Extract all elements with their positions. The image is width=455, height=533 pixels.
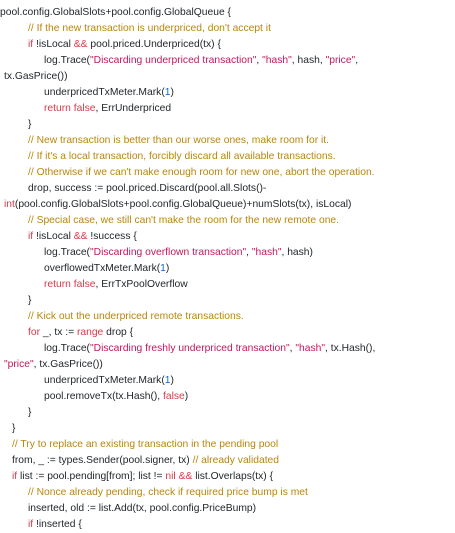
code-token: int bbox=[4, 199, 15, 210]
code-line bbox=[44, 389, 188, 405]
code-token: !isLocal bbox=[33, 231, 74, 242]
code-line bbox=[28, 213, 339, 229]
code-token: !inserted { bbox=[33, 519, 82, 530]
code-token: , tx.GasPrice()) bbox=[33, 359, 103, 370]
code-token: } bbox=[12, 423, 16, 434]
code-line bbox=[4, 197, 351, 213]
code-token: ) bbox=[165, 263, 170, 274]
code-token: // If it's a local transaction, forcibly discard all available transactions. bbox=[28, 151, 336, 162]
code-token: log.Trace( bbox=[44, 247, 90, 258]
code-token: "Discarding underpriced transaction" bbox=[89, 55, 257, 66]
code-token: return bbox=[44, 279, 71, 290]
code-line bbox=[28, 21, 271, 37]
code-token: "hash" bbox=[251, 247, 282, 258]
code-line bbox=[28, 181, 266, 197]
code-line bbox=[28, 133, 329, 149]
code-token: , ErrTxPoolOverflow bbox=[95, 279, 188, 290]
code-token: , bbox=[289, 343, 296, 354]
code-token: // Kick out the underpriced remote transactions. bbox=[28, 311, 244, 322]
code-token: "price" bbox=[325, 55, 356, 66]
code-token: } bbox=[28, 295, 32, 306]
code-token: // If the new transaction is underpriced, don't accept it bbox=[28, 23, 271, 34]
code-token: return bbox=[44, 103, 71, 114]
code-line bbox=[44, 341, 375, 357]
code-token: if bbox=[28, 39, 34, 50]
code-token: , bbox=[355, 55, 359, 66]
code-token: // Nonce already pending, check if required price bump is met bbox=[28, 487, 308, 498]
code-token: false bbox=[163, 391, 185, 402]
code-token: pool.config.GlobalSlots+pool.config.GlobalQueue { bbox=[0, 7, 231, 18]
code-line bbox=[44, 373, 174, 389]
code-token: ) bbox=[170, 87, 174, 98]
code-token: from, _ := types.Sender(pool.signer, tx) bbox=[12, 455, 193, 466]
code-line bbox=[44, 101, 171, 117]
code-token: // New transaction is better than our worse ones, make room for it. bbox=[28, 135, 330, 146]
code-token: && bbox=[73, 39, 88, 50]
code-token: // already validated bbox=[192, 455, 280, 466]
code-line bbox=[4, 357, 103, 373]
code-line bbox=[12, 453, 279, 469]
code-token: // Try to replace an existing transaction in the pending pool bbox=[12, 439, 279, 450]
code-token: "Discarding overflown transaction" bbox=[89, 247, 247, 258]
code-token: range bbox=[76, 327, 104, 338]
code-token: drop, success := pool.priced.Discard(pool.all.Slots()- bbox=[28, 183, 267, 194]
code-token: !isLocal bbox=[33, 39, 74, 50]
code-line bbox=[28, 165, 375, 181]
code-line bbox=[28, 117, 31, 133]
code-token: list := pool.pending[from]; list != bbox=[17, 471, 166, 482]
code-token: inserted, old := list.Add(tx, pool.config.PriceBump) bbox=[28, 503, 257, 514]
code-token: false bbox=[73, 279, 96, 290]
code-token: ) bbox=[184, 391, 189, 402]
code-token: , bbox=[246, 247, 252, 258]
code-token: (pool.config.GlobalSlots+pool.config.GlobalQueue)+numSlots(tx), isLocal) bbox=[14, 199, 352, 210]
code-line bbox=[4, 69, 68, 85]
code-line bbox=[28, 485, 308, 501]
code-line bbox=[44, 53, 358, 69]
code-line bbox=[28, 293, 31, 309]
code-token: list.Overlaps(tx) { bbox=[192, 471, 274, 482]
code-token: !success { bbox=[87, 231, 137, 242]
code-token: "hash" bbox=[262, 55, 292, 66]
code-token: "hash" bbox=[295, 343, 325, 354]
code-token: "price" bbox=[4, 359, 34, 370]
code-token: _, tx := bbox=[40, 327, 77, 338]
code-token: ) bbox=[170, 375, 174, 386]
code-token: // Special case, we still can't make the room for the new remote one. bbox=[28, 215, 340, 226]
code-token: , bbox=[256, 55, 263, 66]
code-token: 1 bbox=[164, 87, 171, 98]
code-line bbox=[28, 325, 133, 341]
code-token: 1 bbox=[160, 263, 166, 274]
code-line bbox=[12, 437, 278, 453]
code-line bbox=[44, 245, 313, 261]
code-line bbox=[28, 309, 244, 325]
code-token: nil bbox=[165, 471, 176, 482]
code-token: tx.GasPrice()) bbox=[4, 71, 68, 82]
code-token: 1 bbox=[164, 375, 171, 386]
code-token: , tx.Hash(), bbox=[324, 343, 376, 354]
code-token: "Discarding freshly underpriced transaction" bbox=[89, 343, 290, 354]
code-token: , hash) bbox=[281, 247, 313, 258]
code-token: if bbox=[28, 519, 34, 530]
code-line bbox=[12, 469, 273, 485]
code-token: && bbox=[178, 471, 193, 482]
code-line bbox=[0, 5, 231, 21]
code-token: underpricedTxMeter.Mark( bbox=[44, 375, 165, 386]
code-token: pool.priced.Underpriced(tx) { bbox=[87, 39, 221, 50]
code-token: drop { bbox=[103, 327, 134, 338]
code-line bbox=[28, 517, 82, 533]
code-token: log.Trace( bbox=[44, 343, 90, 354]
code-token: && bbox=[73, 231, 88, 242]
code-line bbox=[28, 405, 31, 421]
code-token: , ErrUnderpriced bbox=[95, 103, 172, 114]
code-token: if bbox=[28, 231, 34, 242]
code-token: if bbox=[12, 471, 18, 482]
code-token: pool.removeTx(tx.Hash(), bbox=[44, 391, 164, 402]
code-token: for bbox=[28, 327, 41, 338]
code-line bbox=[28, 149, 336, 165]
code-line bbox=[12, 421, 15, 437]
code-line bbox=[44, 261, 169, 277]
code-line bbox=[28, 37, 221, 53]
code-line bbox=[44, 277, 188, 293]
code-token: , hash, bbox=[291, 55, 326, 66]
code-line bbox=[28, 229, 137, 245]
code-line bbox=[28, 501, 256, 517]
code-token: overflowedTxMeter.Mark( bbox=[44, 263, 161, 274]
code-token: } bbox=[28, 119, 32, 130]
code-token: // Otherwise if we can't make enough room for new one, abort the operation. bbox=[28, 167, 375, 178]
code-token: } bbox=[28, 407, 32, 418]
code-token: log.Trace( bbox=[44, 55, 90, 66]
code-token: underpricedTxMeter.Mark( bbox=[44, 87, 165, 98]
code-token: false bbox=[73, 103, 96, 114]
code-line bbox=[44, 85, 174, 101]
